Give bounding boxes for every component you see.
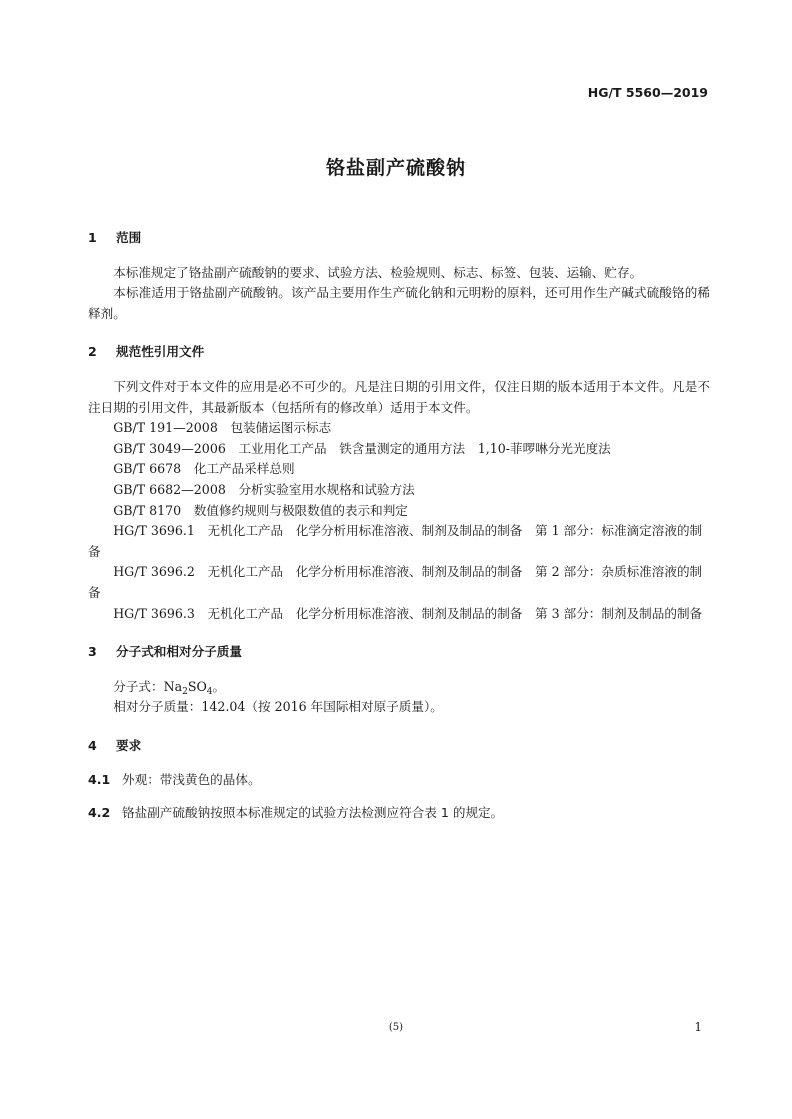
reference-item (88, 418, 710, 439)
section-number: 2 (88, 344, 97, 360)
reference-item (88, 562, 710, 603)
molecular-formula (88, 677, 710, 698)
section-title: 要求 (116, 737, 142, 753)
formula-element-na: Na (163, 678, 183, 694)
section-title: 规范性引用文件 (116, 344, 205, 360)
reference-item (88, 501, 710, 522)
standard-code: HG/T 5560—2019 (587, 85, 708, 100)
footer-page-code: (5) (388, 1022, 404, 1033)
reference-code: HG/T 3696.1 (113, 523, 195, 539)
reference-title: 包装储运图示标志 (230, 420, 332, 436)
section-2-intro: 下列文件对于本文件的应用是必不可少的。凡是注日期的引用文件，仅注日期的版本适用于本文件。凡是不注日期的引用文件，其最新版本（包括所有的修改单）适用于本文件。 (88, 378, 710, 415)
section-2-heading (88, 342, 710, 363)
reference-title: 无机化工产品 化学分析用标准溶液、制剂及制品的制备 第 2 部分：杂质标准溶液的制备 (88, 564, 703, 600)
reference-item (88, 480, 710, 501)
section-title: 分子式和相对分子质量 (116, 644, 242, 660)
section-1-paragraph-1: 本标准规定了铬盐副产硫酸钠的要求、试验方法、检验规则、标志、标签、包装、运输、贮存。 (113, 264, 643, 280)
clause-text: 铬盐副产硫酸钠按照本标准规定的试验方法检测应符合表 1 的规定。 (122, 805, 504, 821)
section-title: 范围 (116, 230, 142, 245)
reference-title: 化工产品采样总则 (193, 461, 295, 477)
reference-item (88, 604, 710, 625)
reference-title: 无机化工产品 化学分析用标准溶液、制剂及制品的制备 第 1 部分：标准滴定溶液的制备 (88, 523, 703, 559)
reference-code: GB/T 6682—2008 (113, 481, 226, 497)
clause-number: 4.1 (88, 772, 111, 788)
section-number: 3 (88, 644, 97, 660)
requirement-4-1 (88, 770, 710, 791)
section-1-paragraph-2: 本标准适用于铬盐副产硫酸钠。该产品主要用作生产硫化钠和元明粉的原料，还可用作生产碱式硫酸铬的稀释剂。 (88, 285, 710, 321)
section-1-heading (88, 228, 710, 249)
reference-title: 数值修约规则与极限数值的表示和判定 (193, 502, 408, 518)
reference-code: GB/T 8170 (113, 502, 182, 518)
reference-code: GB/T 3049—2006 (113, 440, 226, 456)
requirement-4-2 (88, 803, 710, 824)
reference-item (88, 459, 710, 480)
reference-code: GB/T 6678 (113, 461, 182, 477)
section-3-heading (88, 642, 710, 663)
molecular-mass: 相对分子质量：142.04（按 2016 年国际相对原子质量）。 (113, 699, 443, 715)
reference-code: GB/T 191—2008 (113, 420, 218, 436)
reference-code: HG/T 3696.3 (113, 605, 195, 621)
reference-title: 工业用化工产品 铁含量测定的通用方法 1,10-菲啰啉分光光度法 (238, 440, 611, 456)
formula-end: 。 (212, 678, 226, 694)
formula-subscript-2: 2 (182, 686, 188, 697)
reference-code: HG/T 3696.2 (113, 564, 195, 580)
document-title: 铬盐副产硫酸钠 (325, 157, 466, 179)
reference-item (88, 521, 710, 562)
clause-number: 4.2 (88, 805, 111, 821)
formula-element-so: SO (187, 678, 207, 694)
section-number: 1 (88, 230, 97, 245)
section-4-heading (88, 736, 710, 757)
section-number: 4 (88, 737, 97, 753)
footer-page-number: 1 (694, 1020, 702, 1034)
reference-item (88, 439, 710, 460)
reference-title: 分析实验室用水规格和试验方法 (238, 481, 415, 497)
formula-label: 分子式： (113, 678, 164, 694)
clause-text: 外观：带浅黄色的晶体。 (122, 772, 261, 788)
formula-subscript-4: 4 (206, 686, 213, 697)
reference-title: 无机化工产品 化学分析用标准溶液、制剂及制品的制备 第 3 部分：制剂及制品的制备 (207, 605, 703, 621)
document-body (88, 228, 710, 824)
